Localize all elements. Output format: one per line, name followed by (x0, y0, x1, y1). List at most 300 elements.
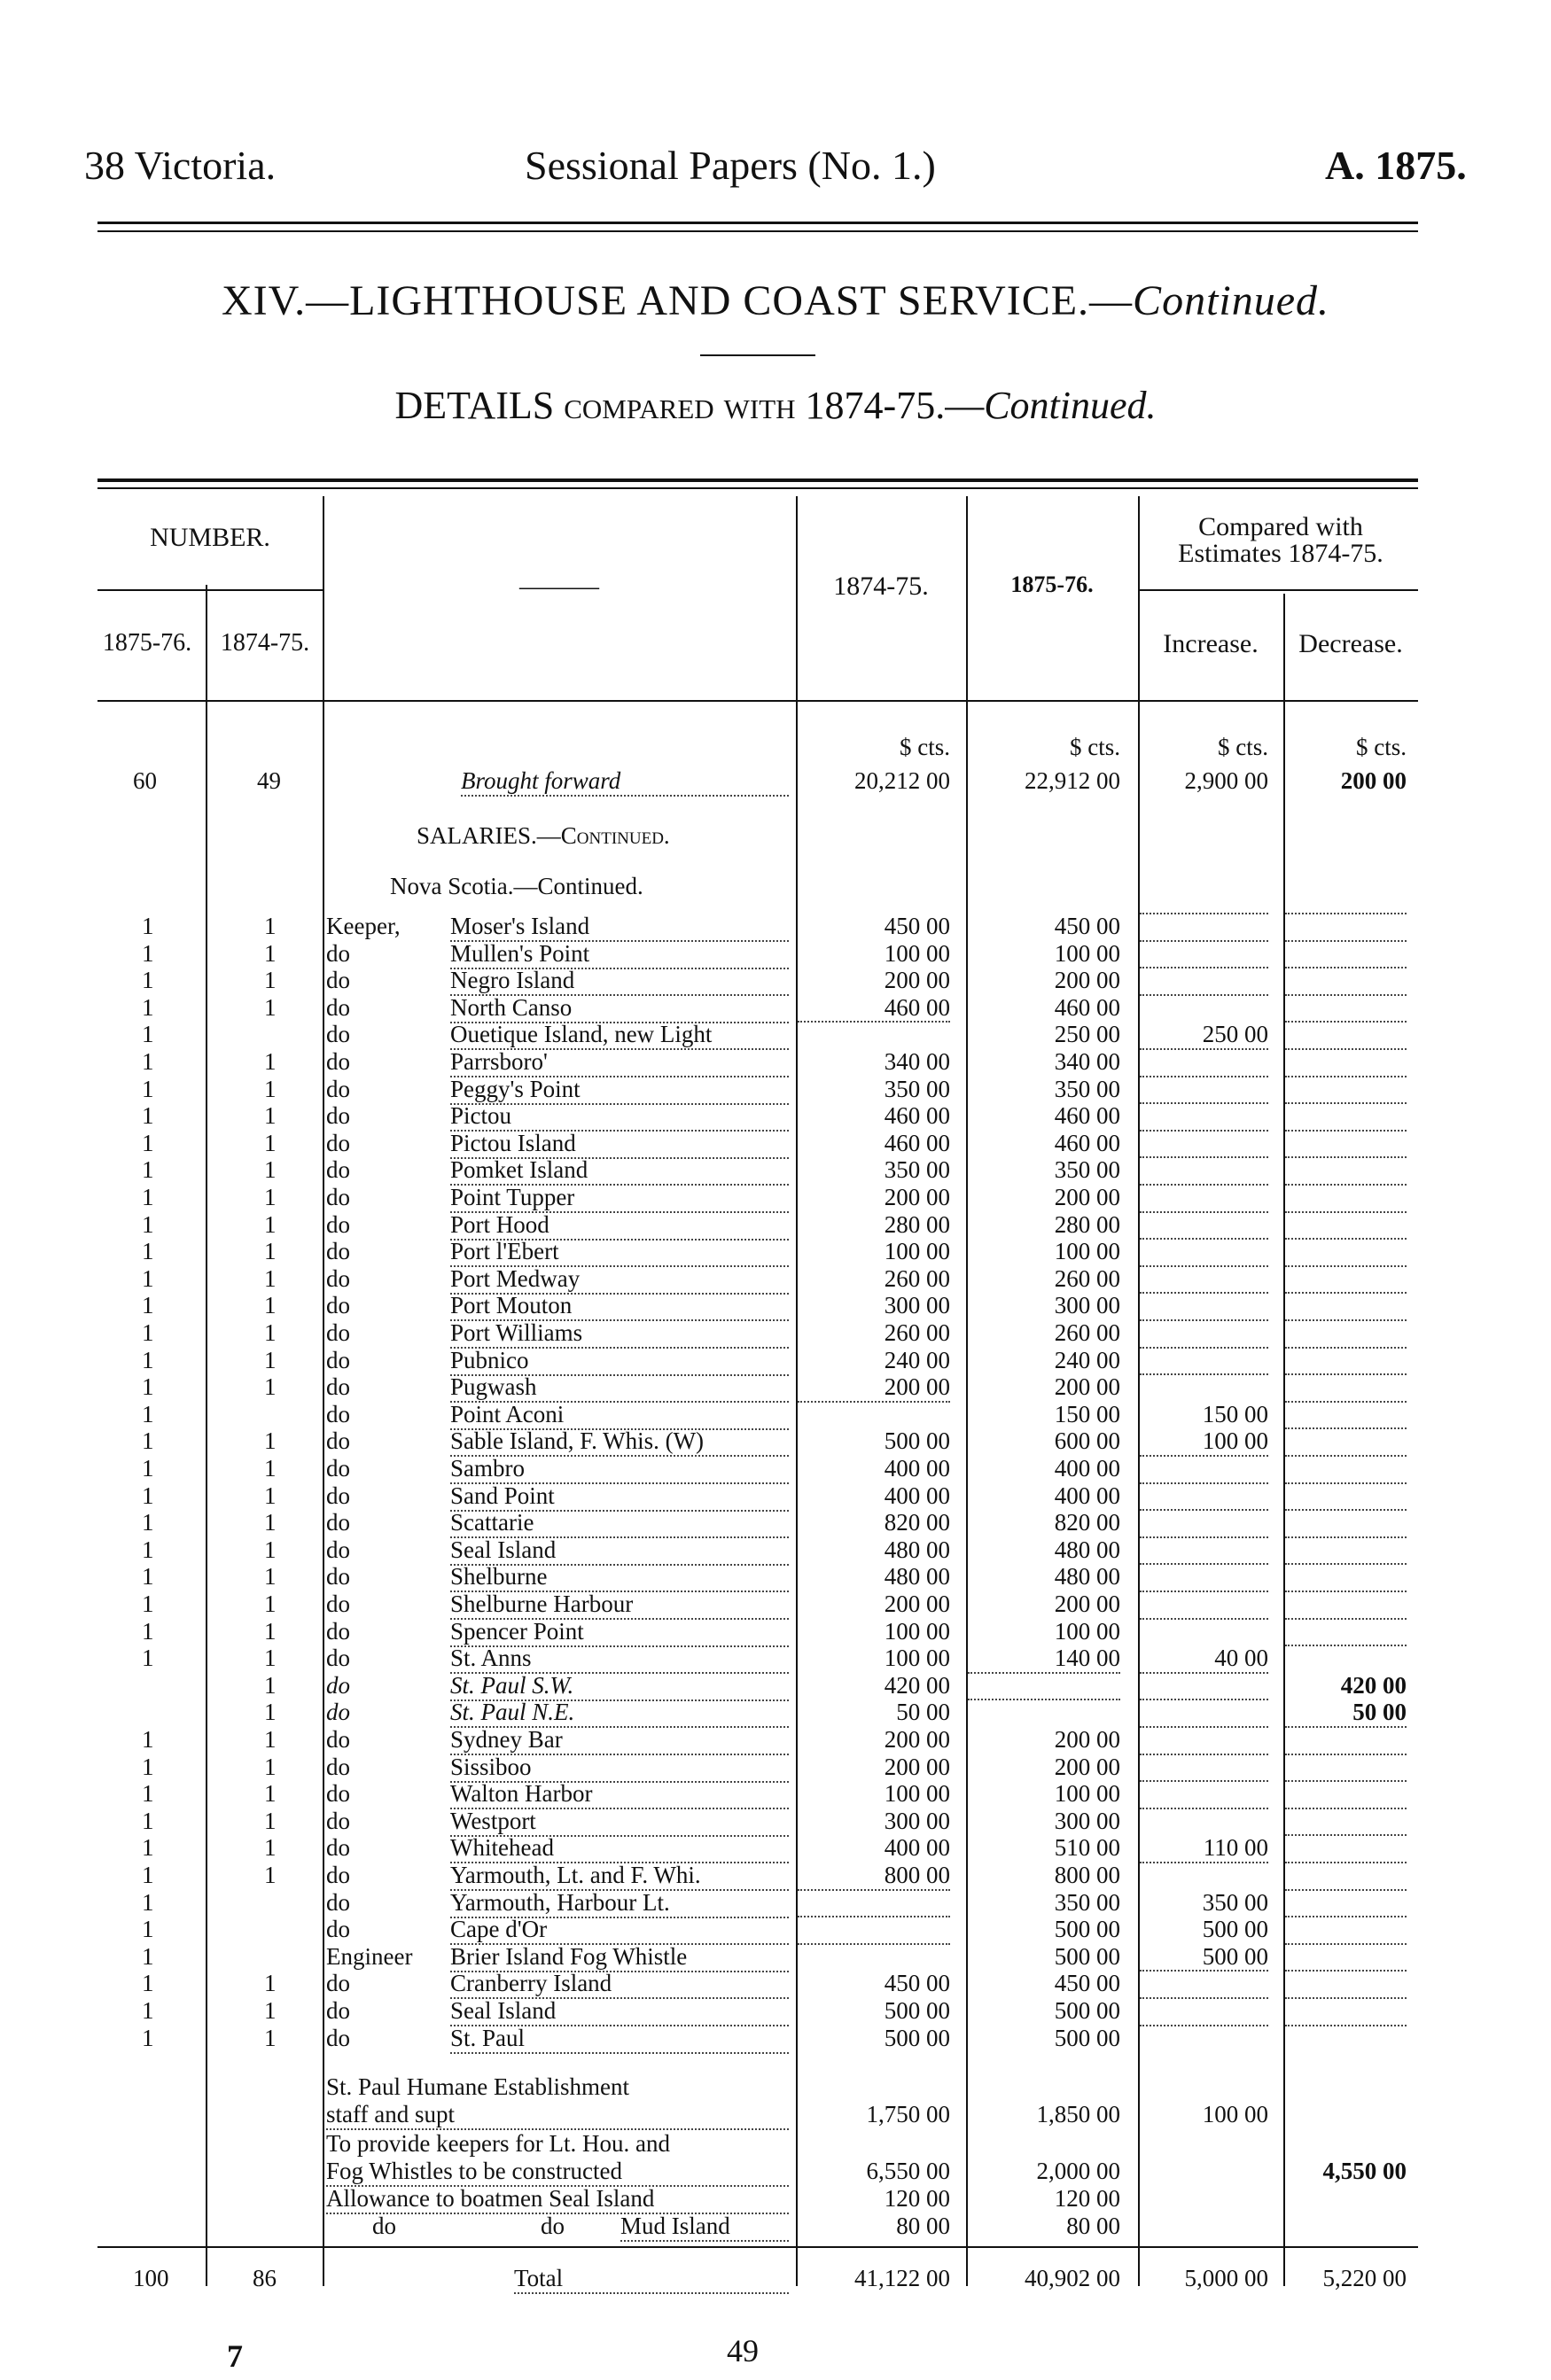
row-inc (1140, 1780, 1268, 1782)
row-inc: 500 00 (1202, 1916, 1268, 1942)
row-role: do (326, 940, 350, 967)
row-place-text: Peggy's Point (450, 1076, 581, 1102)
row-n1: 1 (142, 1427, 154, 1454)
row-n2: 1 (264, 1076, 277, 1102)
row-role: do (326, 1102, 350, 1129)
row-role: do (326, 1373, 350, 1400)
row-role: do (326, 1401, 350, 1427)
row-n1: 1 (142, 1130, 154, 1156)
row-v1: 50 00 (896, 1699, 950, 1725)
row-n1: 1 (142, 1076, 154, 1102)
number-underline (97, 589, 323, 591)
total-inc: 5,000 00 (1184, 2265, 1268, 2291)
row-place-text: Seal Island (450, 1997, 557, 2024)
row-v1: 400 00 (884, 1834, 950, 1861)
row-place-text: St. Anns (450, 1645, 532, 1671)
col-divider-2 (323, 496, 324, 2286)
row-inc: 150 00 (1202, 1401, 1268, 1427)
row-n1: 1 (142, 1509, 154, 1536)
row-place (450, 1699, 789, 1728)
row-n1: 1 (142, 1455, 154, 1482)
row-n2: 1 (264, 1427, 277, 1454)
row-v2 (968, 1672, 1120, 1674)
row-role: Engineer (326, 1943, 413, 1970)
bf-n1: 60 (133, 767, 157, 794)
row-n1: 1 (142, 1916, 154, 1942)
row-place (450, 1997, 789, 2026)
row-v1: 500 00 (884, 2025, 950, 2051)
boatmen2-v1: 80 00 (896, 2213, 950, 2239)
header-7475: 1874-75. (833, 572, 929, 601)
row-v2: 480 00 (1054, 1563, 1120, 1590)
total-dec: 5,220 00 (1322, 2265, 1407, 2291)
row-dec (1285, 1509, 1407, 1511)
row-dec (1285, 1455, 1407, 1457)
boatmen1-v1: 120 00 (884, 2185, 950, 2212)
row-n2: 1 (264, 1102, 277, 1129)
row-role: do (326, 1156, 350, 1183)
humane-v2: 1,850 00 (1036, 2101, 1120, 2127)
row-v2: 480 00 (1054, 1536, 1120, 1563)
row-v2: 460 00 (1054, 1130, 1120, 1156)
row-n2: 1 (264, 967, 277, 993)
row-n2: 1 (264, 1211, 277, 1238)
row-role: do (326, 1645, 350, 1671)
subtitle-main: DETAILS compared with 1874-75.— (394, 384, 985, 427)
row-inc (1140, 1672, 1268, 1674)
row-n2: 1 (264, 1536, 277, 1563)
row-v1 (798, 1889, 950, 1891)
row-inc (1140, 1808, 1268, 1809)
boatmen1-label-text: Allowance to boatmen Seal Island (326, 2185, 655, 2212)
row-v1 (798, 1943, 950, 1945)
row-v1: 240 00 (884, 1347, 950, 1373)
row-n2: 1 (264, 2025, 277, 2051)
total-label (514, 2265, 789, 2294)
row-n1: 1 (142, 994, 154, 1021)
row-n2: 1 (264, 1563, 277, 1590)
boatmen1-label (326, 2185, 789, 2214)
row-dec (1285, 1292, 1407, 1294)
row-n2: 1 (264, 1130, 277, 1156)
row-place-text: Negro Island (450, 967, 575, 993)
cents-7475: $ cts. (900, 734, 950, 760)
row-v1: 400 00 (884, 1482, 950, 1509)
row-place (450, 1754, 789, 1783)
row-v2: 280 00 (1054, 1211, 1120, 1238)
row-n1: 1 (142, 1156, 154, 1183)
row-v2: 350 00 (1054, 1076, 1120, 1102)
row-place-text: Yarmouth, Harbour Lt. (450, 1889, 670, 1916)
total-n1: 100 (133, 2265, 169, 2291)
row-n1: 1 (142, 1482, 154, 1509)
row-dec: 420 00 (1340, 1672, 1407, 1699)
row-n2: 1 (264, 940, 277, 967)
row-n1: 1 (142, 2025, 154, 2051)
row-place (450, 1048, 789, 1077)
row-n1: 1 (142, 1211, 154, 1238)
row-place-text: Parrsboro' (450, 1048, 548, 1075)
col-divider-1 (206, 585, 207, 2286)
row-place-text: Pictou (450, 1102, 512, 1129)
row-dec (1285, 1373, 1407, 1375)
header-left: 38 Victoria. (84, 143, 277, 188)
row-dec (1285, 1401, 1407, 1403)
row-inc (1140, 1184, 1268, 1186)
row-dec (1285, 1645, 1407, 1646)
row-n2: 1 (264, 1699, 277, 1725)
row-n2: 1 (264, 1347, 277, 1373)
row-place (450, 1943, 789, 1972)
row-role: do (326, 1482, 350, 1509)
header-decrease: Decrease. (1298, 629, 1403, 658)
row-place (450, 1563, 789, 1592)
row-dec (1285, 1048, 1407, 1050)
row-n2: 1 (264, 1645, 277, 1671)
row-dec (1285, 1997, 1407, 1999)
row-n2: 1 (264, 1591, 277, 1617)
row-v2: 200 00 (1054, 1373, 1120, 1400)
row-inc (1140, 2025, 1268, 2026)
row-n2: 1 (264, 913, 277, 939)
fog-line1: To provide keepers for Lt. Hou. and (326, 2130, 670, 2157)
row-n1: 1 (142, 1808, 154, 1834)
row-n1: 1 (142, 1970, 154, 1996)
row-place-text: St. Paul N.E. (450, 1699, 575, 1725)
total-v2: 40,902 00 (1025, 2265, 1120, 2291)
row-place-text: Pomket Island (450, 1156, 588, 1183)
row-v2: 510 00 (1054, 1834, 1120, 1861)
row-v1: 200 00 (884, 1373, 950, 1400)
row-inc (1140, 1862, 1268, 1863)
row-v2: 500 00 (1054, 1916, 1120, 1942)
row-place-text: Spencer Point (450, 1618, 584, 1645)
row-place-text: Walton Harbor (450, 1780, 593, 1807)
row-role: do (326, 1265, 350, 1292)
row-inc (1140, 1997, 1268, 1999)
row-inc (1140, 1373, 1268, 1375)
row-role: do (326, 1672, 350, 1699)
row-place-text: Port Medway (450, 1265, 581, 1292)
row-role: do (326, 1509, 350, 1536)
row-dec (1285, 1970, 1407, 1972)
total-n2: 86 (253, 2265, 277, 2291)
row-v1: 100 00 (884, 1780, 950, 1807)
total-v1: 41,122 00 (854, 2265, 950, 2291)
row-role: do (326, 1347, 350, 1373)
row-place-text: Yarmouth, Lt. and F. Whi. (450, 1862, 701, 1888)
row-inc (1140, 1156, 1268, 1158)
row-role: do (326, 1726, 350, 1753)
row-place-text: Port Williams (450, 1319, 583, 1346)
row-n1: 1 (142, 1834, 154, 1861)
bf-v2: 22,912 00 (1025, 767, 1120, 794)
row-v2: 250 00 (1054, 1021, 1120, 1047)
row-v2: 260 00 (1054, 1319, 1120, 1346)
row-inc (1140, 1292, 1268, 1294)
row-v1: 500 00 (884, 1997, 950, 2024)
boatmen2-do1: do (372, 2213, 396, 2239)
row-place-text: Sissiboo (450, 1754, 532, 1780)
boatmen2-do2: do (541, 2213, 565, 2239)
row-n2: 1 (264, 1184, 277, 1210)
row-role: do (326, 1699, 350, 1725)
boatmen2-label (620, 2213, 789, 2242)
row-n1: 1 (142, 1536, 154, 1563)
row-n1: 1 (142, 1645, 154, 1671)
row-n2: 1 (264, 1862, 277, 1888)
row-v2: 400 00 (1054, 1482, 1120, 1509)
row-n1: 1 (142, 1889, 154, 1916)
row-place (450, 1292, 789, 1321)
row-n2: 1 (264, 1726, 277, 1753)
row-inc (1140, 967, 1268, 968)
header-rule-bottom (97, 230, 1418, 232)
row-n1: 1 (142, 1292, 154, 1318)
bf-inc: 2,900 00 (1184, 767, 1268, 794)
row-role: do (326, 2025, 350, 2051)
row-place-text: Scattarie (450, 1509, 534, 1536)
row-dec (1285, 1563, 1407, 1565)
row-v2: 200 00 (1054, 1184, 1120, 1210)
row-n1: 1 (142, 1401, 154, 1427)
section-salaries: SALARIES.—Continued. (417, 822, 670, 849)
row-v1: 350 00 (884, 1076, 950, 1102)
row-v2: 300 00 (1054, 1292, 1120, 1318)
row-v2: 150 00 (1054, 1401, 1120, 1427)
row-inc (1140, 1591, 1268, 1592)
row-v1: 200 00 (884, 1754, 950, 1780)
page-title (0, 276, 1551, 325)
row-v1: 260 00 (884, 1319, 950, 1346)
row-role: do (326, 1916, 350, 1942)
row-dec (1285, 1591, 1407, 1592)
header-rule-top (97, 222, 1418, 224)
fog-v1: 6,550 00 (866, 2158, 950, 2184)
row-dec (1285, 1156, 1407, 1158)
header-compared: Compared with Estimates 1874-75. (1178, 512, 1383, 568)
row-place (450, 1482, 789, 1512)
row-n1: 1 (142, 1373, 154, 1400)
row-role: do (326, 1834, 350, 1861)
row-n2: 1 (264, 1997, 277, 2024)
boatmen1-v2: 120 00 (1054, 2185, 1120, 2212)
row-v1: 450 00 (884, 913, 950, 939)
row-n1: 1 (142, 1347, 154, 1373)
cents-7576: $ cts. (1070, 734, 1120, 760)
row-dec (1285, 1238, 1407, 1240)
row-place (450, 1238, 789, 1267)
row-place-text: Port Mouton (450, 1292, 573, 1318)
row-place (450, 1862, 789, 1891)
title-divider (700, 354, 815, 356)
title-main: XIV.—LIGHTHOUSE AND COAST SERVICE.— (221, 277, 1134, 324)
row-v1 (798, 1916, 950, 1917)
footer-signature-number: 7 (227, 2338, 243, 2374)
page-subtitle (0, 383, 1551, 428)
row-dec (1285, 1130, 1407, 1132)
row-n2: 1 (264, 1455, 277, 1482)
row-v2: 500 00 (1054, 2025, 1120, 2051)
header-description-dash: ——— (519, 572, 599, 601)
compared-underline (1138, 589, 1418, 591)
row-inc (1140, 1265, 1268, 1267)
row-place-text: Point Tupper (450, 1184, 575, 1210)
row-dec (1285, 1862, 1407, 1863)
row-role: do (326, 1130, 350, 1156)
row-dec (1285, 1889, 1407, 1891)
row-dec (1285, 913, 1407, 914)
row-place-text: Point Aconi (450, 1401, 565, 1427)
row-role: do (326, 1455, 350, 1482)
row-inc (1140, 1754, 1268, 1755)
row-inc (1140, 1130, 1268, 1132)
row-dec (1285, 1319, 1407, 1321)
row-v1: 200 00 (884, 1726, 950, 1753)
row-n2: 1 (264, 1373, 277, 1400)
row-place-text: Cranberry Island (450, 1970, 612, 1996)
row-dec (1285, 940, 1407, 942)
row-inc (1140, 940, 1268, 942)
title-continued: Continued. (1133, 277, 1330, 324)
row-place (450, 1536, 789, 1566)
row-dec (1285, 1211, 1407, 1213)
col-divider-5 (1138, 496, 1140, 2286)
fog-line2-text: Fog Whistles to be constructed (326, 2158, 622, 2184)
row-dec (1285, 1916, 1407, 1917)
row-v1: 450 00 (884, 1970, 950, 1996)
row-place (450, 1401, 789, 1430)
row-v2: 200 00 (1054, 1754, 1120, 1780)
row-dec (1285, 2025, 1407, 2026)
row-n2: 1 (264, 1509, 277, 1536)
row-dec (1285, 1726, 1407, 1728)
row-n1: 1 (142, 1265, 154, 1292)
humane-v1: 1,750 00 (866, 2101, 950, 2127)
row-place (450, 940, 789, 969)
humane-line1: St. Paul Humane Establishment (326, 2073, 629, 2100)
row-inc: 110 00 (1203, 1834, 1268, 1861)
row-n2: 1 (264, 1618, 277, 1645)
row-v1: 460 00 (884, 1130, 950, 1156)
row-role: do (326, 1780, 350, 1807)
row-v2: 460 00 (1054, 1102, 1120, 1129)
boatmen2-v2: 80 00 (1066, 2213, 1120, 2239)
row-v1: 100 00 (884, 940, 950, 967)
row-inc (1140, 1211, 1268, 1213)
row-place (450, 1076, 789, 1105)
row-place (450, 1455, 789, 1484)
fog-dec: 4,550 00 (1322, 2158, 1407, 2184)
row-place (450, 2025, 789, 2054)
row-inc (1140, 1563, 1268, 1565)
row-role: do (326, 1618, 350, 1645)
row-dec (1285, 1618, 1407, 1620)
row-place (450, 1130, 789, 1159)
row-place (450, 1780, 789, 1809)
humane-line2-text: staff and supt (326, 2101, 455, 2127)
row-v1: 260 00 (884, 1265, 950, 1292)
row-v2: 820 00 (1054, 1509, 1120, 1536)
row-v1: 350 00 (884, 1156, 950, 1183)
row-inc (1140, 994, 1268, 996)
row-place-text: Port l'Ebert (450, 1238, 559, 1264)
row-dec (1285, 967, 1407, 968)
row-place (450, 1021, 789, 1050)
row-dec (1285, 1427, 1407, 1429)
row-dec (1285, 1808, 1407, 1809)
row-dec (1285, 1102, 1407, 1104)
row-n1: 1 (142, 1184, 154, 1210)
header-number: NUMBER. (150, 523, 270, 552)
bf-label (461, 767, 789, 797)
row-place (450, 913, 789, 942)
row-place-text: Westport (450, 1808, 536, 1834)
row-place-text: Shelburne Harbour (450, 1591, 634, 1617)
row-role: do (326, 1862, 350, 1888)
row-place (450, 1156, 789, 1186)
row-role: do (326, 1889, 350, 1916)
row-place-text: Port Hood (450, 1211, 549, 1238)
cents-increase: $ cts. (1218, 734, 1268, 760)
row-place (450, 1509, 789, 1538)
row-place-text: Mullen's Point (450, 940, 590, 967)
row-inc (1140, 913, 1268, 914)
row-v1: 820 00 (884, 1509, 950, 1536)
row-place-text: St. Paul S.W. (450, 1672, 574, 1699)
row-v2: 200 00 (1054, 967, 1120, 993)
row-dec (1285, 1347, 1407, 1349)
row-n2: 1 (264, 1238, 277, 1264)
row-inc: 500 00 (1202, 1943, 1268, 1970)
row-place-text: Sable Island, F. Whis. (W) (450, 1427, 705, 1454)
row-v1: 300 00 (884, 1808, 950, 1834)
row-v2: 800 00 (1054, 1862, 1120, 1888)
row-n1: 1 (142, 1319, 154, 1346)
row-v2: 100 00 (1054, 1618, 1120, 1645)
fog-line2 (326, 2158, 789, 2187)
row-place-text: Seal Island (450, 1536, 557, 1563)
row-v2: 300 00 (1054, 1808, 1120, 1834)
bf-dec: 200 00 (1340, 767, 1407, 794)
row-n2: 1 (264, 1482, 277, 1509)
row-v2: 100 00 (1054, 1780, 1120, 1807)
row-dec (1285, 994, 1407, 996)
row-dec (1285, 1834, 1407, 1836)
row-place (450, 1672, 789, 1701)
row-role: do (326, 1238, 350, 1264)
row-v2: 100 00 (1054, 940, 1120, 967)
row-role: do (326, 1754, 350, 1780)
row-role: do (326, 994, 350, 1021)
row-n1: 1 (142, 1102, 154, 1129)
header-right: A. 1875. (1325, 143, 1467, 188)
row-v1: 200 00 (884, 1591, 950, 1617)
row-inc: 250 00 (1202, 1021, 1268, 1047)
row-n1: 1 (142, 940, 154, 967)
row-inc (1140, 1970, 1268, 1972)
row-role: do (326, 1997, 350, 2024)
row-v2 (968, 1699, 1120, 1700)
boatmen2-label-text: Mud Island (620, 2213, 730, 2239)
row-n2: 1 (264, 1808, 277, 1834)
row-place-text: Pugwash (450, 1373, 537, 1400)
row-v2: 340 00 (1054, 1048, 1120, 1075)
row-n1: 1 (142, 1563, 154, 1590)
total-rule (97, 2246, 1418, 2248)
row-inc (1140, 1238, 1268, 1240)
row-n1: 1 (142, 1021, 154, 1047)
